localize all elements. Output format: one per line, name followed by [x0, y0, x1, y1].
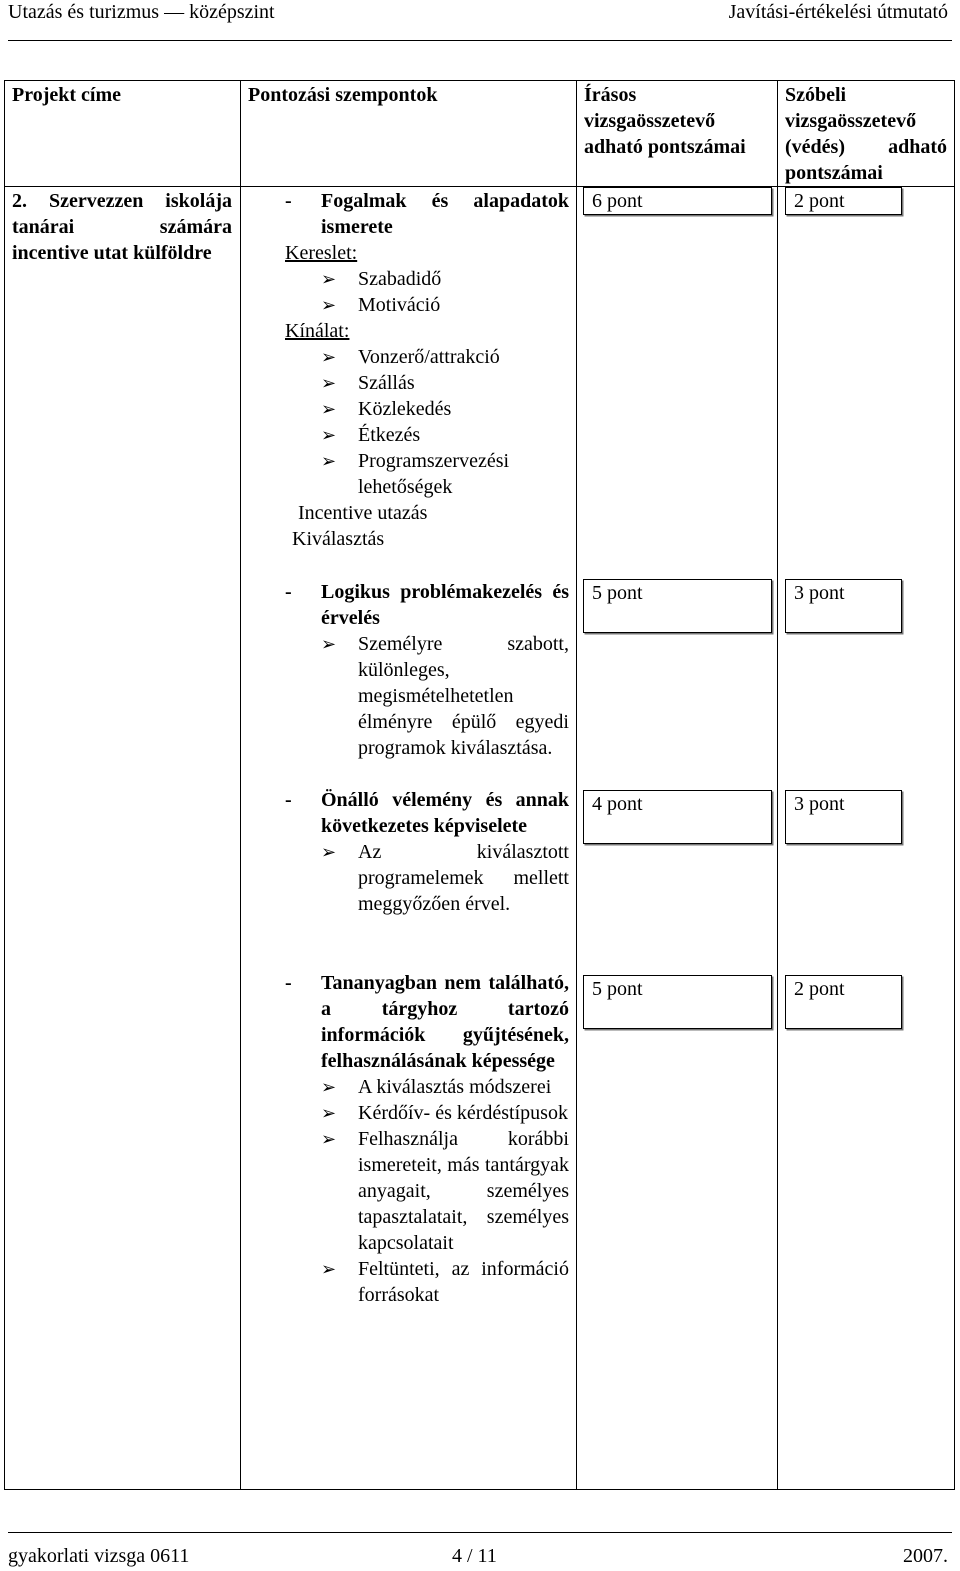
list-item: ➢ Étkezés [321, 424, 421, 446]
running-header-subtitle: Javítási-értékelési útmutató [728, 1, 948, 23]
project-title: 2. Szervezzen iskolája tanárai számára incentive utat külföldre [12, 190, 232, 264]
criterion-heading: Tananyagban nem található, a tárgyhoz tartozó információk gyűjtésének, felhasználásának képessége [321, 972, 569, 1072]
column-header-oral: Szóbeli vizsgaösszetevő (védés) adható pontszámai [785, 84, 947, 184]
incentive-label: Incentive utazás [298, 502, 428, 524]
oral-score-1: 2 pont [785, 187, 902, 215]
list-item: ➢ Az kiválasztott programelemek mellett meggyőzően érvel. [321, 841, 569, 915]
footer-divider [8, 1532, 952, 1533]
written-score-4: 5 pont [583, 975, 772, 1029]
page-number: 4 / 11 [452, 1545, 497, 1567]
list-item: ➢ Szállás [321, 372, 415, 394]
selection-label: Kiválasztás [292, 528, 385, 550]
list-item: ➢ Kérdőív- és kérdéstípusok [321, 1102, 568, 1124]
written-score-3: 4 pont [583, 790, 772, 844]
oral-score-3: 3 pont [785, 790, 902, 844]
list-item: ➢ Motiváció [321, 294, 441, 316]
column-header-written: Írásos vizsgaösszetevő adható pontszámai [584, 84, 746, 158]
list-item: ➢ Személyre szabott, különleges, megismételhetetlen élményre épülő egyedi programok kiválasztása. [321, 633, 569, 759]
header-divider [8, 40, 952, 41]
criterion-block-4: - Tananyagban nem található, a tárgyhoz tartozó információk gyűjtésének, felhasználásának képessége ➢ A kiválasztás módszerei ➢ Kérdőív- és kérdéstípusok ➢ Felhasználja korábbi ismereteit, más tantárgyak anyagait, személyes tapasztalatait, személyes kapcsolatait ➢ Feltünteti, az információ forrásokat [285, 972, 569, 1306]
running-header-title: Utazás és turizmus — középszint [8, 1, 275, 23]
arrow-bullet-icon: ➢ [321, 1077, 337, 1097]
footer-exam-code: gyakorlati vizsga 0611 [8, 1545, 190, 1567]
arrow-bullet-icon: ➢ [321, 1129, 337, 1149]
arrow-bullet-icon: ➢ [321, 373, 337, 393]
arrow-bullet-icon: ➢ [321, 634, 337, 654]
oral-score-2: 3 pont [785, 579, 902, 633]
column-header-project: Projekt címe [12, 84, 122, 106]
arrow-bullet-icon: ➢ [321, 1259, 337, 1279]
column-divider-3 [777, 80, 778, 1490]
demand-label: Kereslet: [285, 242, 358, 264]
column-divider-1 [240, 80, 241, 1490]
criterion-heading: Logikus problémakezelés és érvelés [321, 581, 569, 629]
criterion-block-2: - Logikus problémakezelés és érvelés ➢ Személyre szabott, különleges, megismételhetetlen élményre épülő egyedi programok kiválasztása. [285, 581, 569, 759]
list-item: ➢ Közlekedés [321, 398, 452, 420]
criterion-heading: Fogalmak és alapadatok ismerete [321, 190, 569, 238]
criterion-heading: Önálló vélemény és annak következetes képviselete [321, 789, 569, 837]
list-item: ➢ Feltünteti, az információ forrásokat [321, 1258, 569, 1306]
written-score-2: 5 pont [583, 579, 772, 633]
column-header-criteria: Pontozási szempontok [248, 84, 438, 106]
arrow-bullet-icon: ➢ [321, 451, 337, 471]
written-score-1: 6 pont [583, 187, 772, 215]
criterion-block-1: - Fogalmak és alapadatok ismerete Kereslet: ➢ Szabadidő ➢ Motiváció Kínálat: ➢ Vonzerő/attrakció ➢ Szállás ➢ Közlekedés ➢ Étkezés ➢ Programszervezési lehetőségek Incentive utazás Kiválasztás [285, 190, 569, 550]
list-item: ➢ Vonzerő/attrakció [321, 346, 500, 368]
criterion-block-3: - Önálló vélemény és annak következetes képviselete ➢ Az kiválasztott programelemek mellett meggyőzően érvel. [285, 789, 569, 915]
arrow-bullet-icon: ➢ [321, 842, 337, 862]
list-item: ➢ Felhasználja korábbi ismereteit, más tantárgyak anyagait, személyes tapasztalatait, személyes kapcsolatait [321, 1128, 569, 1254]
column-divider-2 [576, 80, 577, 1490]
supply-label: Kínálat: [285, 320, 350, 342]
oral-score-4: 2 pont [785, 975, 902, 1029]
list-item: ➢ A kiválasztás módszerei [321, 1076, 552, 1098]
list-item: ➢ Programszervezési lehetőségek [321, 450, 510, 498]
arrow-bullet-icon: ➢ [321, 425, 337, 445]
arrow-bullet-icon: ➢ [321, 399, 337, 419]
arrow-bullet-icon: ➢ [321, 269, 337, 289]
arrow-bullet-icon: ➢ [321, 295, 337, 315]
arrow-bullet-icon: ➢ [321, 1103, 337, 1123]
footer-year: 2007. [903, 1545, 948, 1567]
list-item: ➢ Szabadidő [321, 268, 442, 290]
arrow-bullet-icon: ➢ [321, 347, 337, 367]
